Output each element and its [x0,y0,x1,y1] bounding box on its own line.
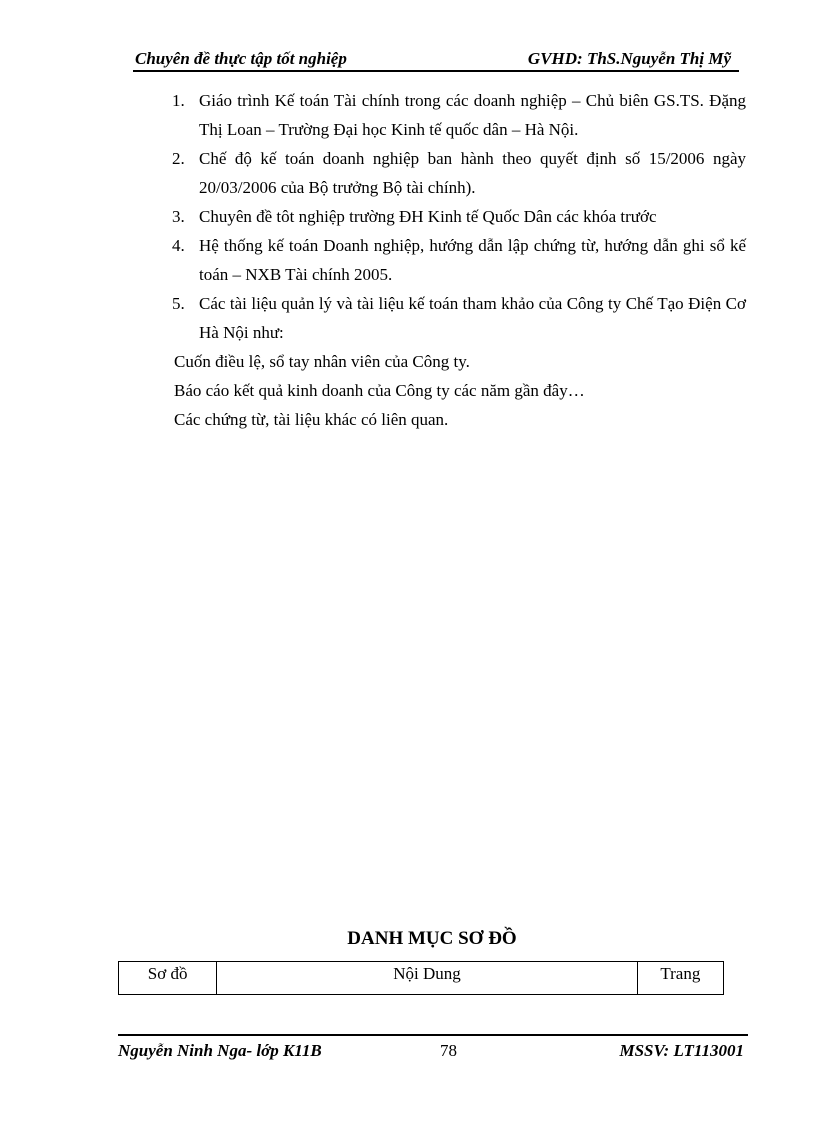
reference-item [172,231,746,289]
reference-item [172,144,746,202]
reference-item [172,202,746,231]
diagram-list-table [118,961,724,995]
header-divider [133,70,739,72]
footer-divider [118,1034,748,1036]
reference-sub-item: Các chứng từ, tài liệu khác có liên quan. [174,410,449,429]
reference-list [172,86,746,434]
column-header-content: Nội Dung [217,962,637,995]
reference-sub-item: Cuốn điều lệ, sổ tay nhân viên của Công ty. [174,352,470,371]
reference-number: 2. [172,149,185,168]
column-header-diagram: Sơ đồ [119,962,217,995]
reference-number: 1. [172,91,185,110]
reference-text: Hệ thống kế toán Doanh nghiệp, hướng dẫn lập chứng từ, hướng dẫn ghi sổ kế toán – NXB Tài chính 2005. [199,236,746,284]
page-header [133,48,739,70]
footer-author: Nguyễn Ninh Nga- lớp K11B [118,1041,322,1060]
reference-item [172,86,746,144]
reference-number: 3. [172,207,185,226]
footer-page-number: 78 [440,1041,457,1060]
page-footer [118,1041,748,1063]
diagram-list-title: DANH MỤC SƠ ĐỒ [347,928,517,949]
reference-text: Giáo trình Kế toán Tài chính trong các doanh nghiệp – Chủ biên GS.TS. Đặng Thị Loan – Trường Đại học Kinh tế quốc dân – Hà Nội. [199,91,746,139]
reference-item [172,289,746,347]
header-report-title: Chuyên đề thực tập tốt nghiệp [135,49,347,68]
reference-text: Chuyên đề tôt nghiệp trường ĐH Kinh tế Quốc Dân các khóa trước [199,207,657,226]
reference-number: 4. [172,236,185,255]
reference-sub-item: Báo cáo kết quả kinh doanh của Công ty các năm gần đây… [174,381,585,400]
header-supervisor: GVHD: ThS.Nguyễn Thị Mỹ [527,49,731,68]
footer-student-id: MSSV: LT113001 [619,1041,744,1060]
column-header-page: Trang [637,962,723,995]
table-header-row [119,962,724,995]
reference-text: Các tài liệu quản lý và tài liệu kế toán tham khảo của Công ty Chế Tạo Điện Cơ Hà Nội như: [199,294,746,342]
reference-text: Chế độ kế toán doanh nghiệp ban hành theo quyết định số 15/2006 ngày 20/03/2006 của Bộ trưởng Bộ tài chính). [199,149,746,197]
reference-number: 5. [172,294,185,313]
